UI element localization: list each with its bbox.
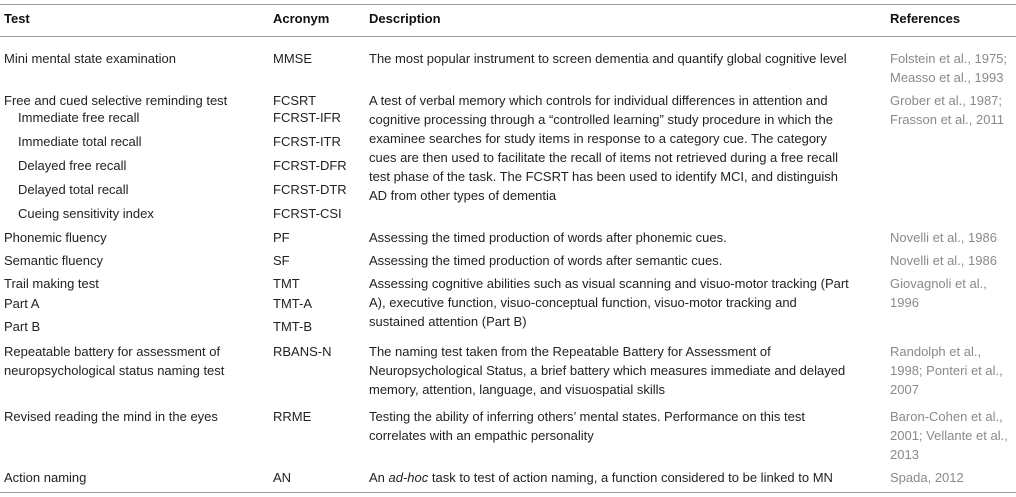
test-name: Phonemic fluency <box>4 230 107 245</box>
subtest-name: Cueing sensitivity index <box>18 206 154 221</box>
description-line: Assessing the timed production of words after semantic cues. <box>369 253 723 268</box>
test-name: Revised reading the mind in the eyes <box>4 409 218 424</box>
description-line: correlates with an empathic personality <box>369 428 594 443</box>
acronym: TMT <box>273 276 300 291</box>
description-line: A test of verbal memory which controls for individual differences in attention and <box>369 93 828 108</box>
reference-line: Folstein et al., 1975; <box>890 51 1008 66</box>
header-description: Description <box>369 11 441 26</box>
description-line: sustained attention (Part B) <box>369 314 527 329</box>
description-line: The naming test taken from the Repeatable Battery for Assessment of <box>369 344 771 359</box>
subtest-acronym: TMT-B <box>273 319 312 334</box>
subtest-acronym: FCRST-CSI <box>273 206 342 221</box>
test-name: neuropsychological status naming test <box>4 363 225 378</box>
subtest-acronym: FCRST-IFR <box>273 110 341 125</box>
reference-line: 2001; Vellante et al., <box>890 428 1008 443</box>
acronym: PF <box>273 230 290 245</box>
acronym: RRME <box>273 409 312 424</box>
header-test: Test <box>4 11 30 26</box>
header-rule <box>0 36 1016 37</box>
reference-line: Novelli et al., 1986 <box>890 253 997 268</box>
reference-line: Grober et al., 1987; <box>890 93 1003 108</box>
subtest-name: Part A <box>4 296 40 311</box>
description-line: cognitive processing through a “controlled learning” study procedure in which the <box>369 112 833 127</box>
description-line: Testing the ability of inferring others’ mental states. Performance on this test <box>369 409 805 424</box>
description-italic: ad-hoc <box>388 470 429 485</box>
description-line <box>369 466 833 490</box>
subtest-name: Part B <box>4 319 41 334</box>
subtest-acronym: FCRST-DFR <box>273 158 347 173</box>
test-name: Semantic fluency <box>4 253 103 268</box>
reference-line: 2007 <box>890 382 919 397</box>
test-name: Mini mental state examination <box>4 51 176 66</box>
reference-line: Measso et al., 1993 <box>890 70 1004 85</box>
description-line: cues are then used to facilitate the recall of items not retrieved during a free recall <box>369 150 838 165</box>
description-line: The most popular instrument to screen dementia and quantify global cognitive level <box>369 51 847 66</box>
test-name: Repeatable battery for assessment of <box>4 344 221 359</box>
header-acronym: Acronym <box>273 11 330 26</box>
description-line: A), executive function, visuo-conceptual function, visuo-motor tracking and <box>369 295 797 310</box>
reference-line: Frasson et al., 2011 <box>890 112 1004 127</box>
description-line: Neuropsychological Status, a brief battery which measures immediate and delayed <box>369 363 846 378</box>
reference-line: 1998; Ponteri et al., <box>890 363 1003 378</box>
subtest-name: Immediate total recall <box>18 134 142 149</box>
description-text: An <box>369 470 389 485</box>
subtest-name: Delayed free recall <box>18 158 127 173</box>
reference-line: Randolph et al., <box>890 344 982 359</box>
reference-line: Giovagnoli et al., <box>890 276 987 291</box>
test-name: Action naming <box>4 470 87 485</box>
reference-line: 1996 <box>890 295 919 310</box>
reference-line: Spada, 2012 <box>890 470 964 485</box>
description-line: Assessing the timed production of words after phonemic cues. <box>369 230 727 245</box>
top-rule <box>0 4 1016 5</box>
header-references: References <box>890 11 961 26</box>
acronym: MMSE <box>273 51 312 66</box>
description-line: Assessing cognitive abilities such as visual scanning and visuo-motor tracking (Part <box>369 276 849 291</box>
subtest-acronym: TMT-A <box>273 296 312 311</box>
description-line: memory, attention, language, and visuospatial skills <box>369 382 666 397</box>
reference-line: Novelli et al., 1986 <box>890 230 997 245</box>
subtest-acronym: FCRST-DTR <box>273 182 347 197</box>
reference-line: 2013 <box>890 447 919 462</box>
subtest-name: Immediate free recall <box>18 110 140 125</box>
description-line: test phase of the task. The FCSRT has been used to identify MCI, and distinguish <box>369 169 838 184</box>
acronym: SF <box>273 253 290 268</box>
acronym: FCSRT <box>273 93 317 108</box>
test-name: Trail making test <box>4 276 99 291</box>
subtest-name: Delayed total recall <box>18 182 129 197</box>
acronym: AN <box>273 470 292 485</box>
description-line: AD from other types of dementia <box>369 188 557 203</box>
description-line: examinee searches for study items in response to a category cue. The category <box>369 131 827 146</box>
description-text: task to test of action naming, a function considered to be linked to MN <box>428 470 833 485</box>
reference-line: Baron-Cohen et al., <box>890 409 1003 424</box>
acronym: RBANS-N <box>273 344 332 359</box>
subtest-acronym: FCRST-ITR <box>273 134 341 149</box>
test-name: Free and cued selective reminding test <box>4 93 228 108</box>
bottom-rule <box>0 492 1016 493</box>
